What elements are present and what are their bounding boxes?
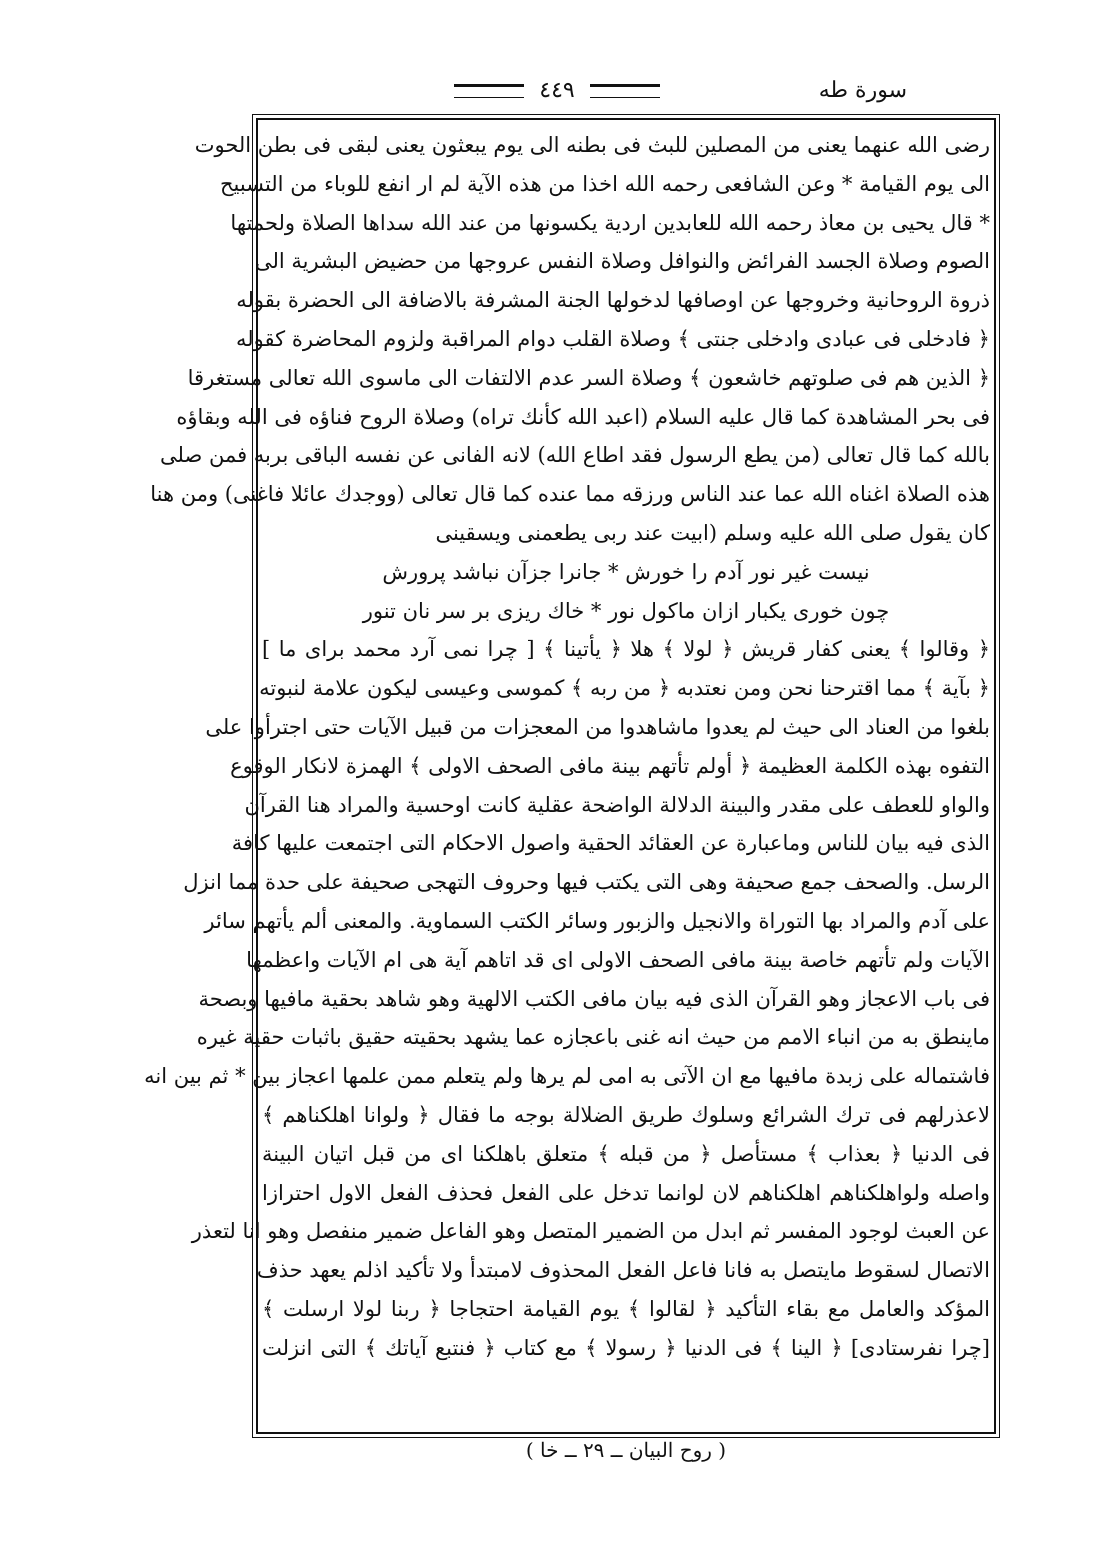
text-line: فى بحر المشاهدة كما قال عليه السلام (اعبد الله كأنك تراه) وصلاة الروح فناؤه فى الله وبقاؤه — [176, 404, 990, 429]
text-line: [چرا نفرستادى] ﴿ الينا ﴾ فى الدنيا ﴿ رسولا ﴾ مع كتاب ﴿ فنتبع آياتك ﴾ التى انزلت — [262, 1335, 990, 1360]
text-line: كان يقول صلى الله عليه وسلم (ابيت عند ربى يطعمنى ويسقينى — [435, 520, 990, 545]
text-line: الى يوم القيامة * وعن الشافعى رحمه الله اخذا من هذه الآية لم ار انفع للوباء من التسبيح — [219, 171, 990, 196]
text-line: الصوم وصلاة الجسد الفرائض والنوافل وصلاة النفس عروجها من حضيض البشرية الى — [255, 249, 990, 274]
text-line: رضى الله عنهما يعنى من المصلين للبث فى بطنه الى يوم يبعثون يعنى لبقى فى بطن الحوت — [194, 133, 990, 157]
text-line: ﴿ الذين هم فى صلوتهم خاشعون ﴾ وصلاة السر عدم الالتفات الى ماسوى الله تعالى مستغرقا — [187, 365, 990, 390]
text-line: التفوه بهذه الكلمة العظيمة ﴿ أولم تأتهم بينة مافى الصحف الاولى ﴾ الهمزة لانكار الوقوع — [230, 753, 990, 778]
text-line: ﴿ وقالوا ﴾ يعنى كفار قريش ﴿ لولا ﴾ هلا ﴿ يأتينا ﴾ [ چرا نمى آرد محمد براى ما ] — [262, 637, 990, 662]
text-line: * قال يحيى بن معاذ رحمه الله للعابدين اردية يكسونها من عند الله سداها الصلاة ولحمتها — [230, 210, 990, 235]
left-ornament-icon — [454, 84, 524, 98]
text-line: ﴿ بآية ﴾ مما اقترحنا نحن ومن نعتدبه ﴿ من ربه ﴾ كموسى وعيسى ليكون علامة لنبوته — [259, 676, 990, 701]
text-line: فى باب الاعجاز وهو القرآن الذى فيه بيان مافى الكتب الالهية وهو شاهد بحقية مافيها وبصحة — [198, 986, 990, 1011]
text-line: عن العبث لوجود المفسر ثم ابدل من الضمير المتصل وهو الفاعل ضمير منفصل وهو انا لتعذر — [191, 1219, 990, 1244]
text-line: ﴿ فادخلى فى عبادى وادخلى جنتى ﴾ وصلاة القلب دوام المراقبة ولزوم المحاضرة كقوله — [236, 326, 990, 351]
text-line: المؤكد والعامل مع بقاء التأكيد ﴿ لقالوا ﴾ يوم القيامة احتجاجا ﴿ ربنا لولا ارسلت ﴾ — [262, 1296, 990, 1321]
text-line: بلغوا من العناد الى حيث لم يعدوا ماشاهدوا من المعجزات من قبيل الآيات حتى اجترأوا على — [205, 714, 990, 739]
text-line: ذروة الروحانية وخروجها عن اوصافها لدخولها الجنة المشرفة بالاضافة الى الحضرة بقوله — [236, 288, 990, 313]
surah-name: سورة طه — [818, 78, 907, 103]
text-line: الذى فيه بيان للناس وماعبارة عن العقائد الحقية واصول الاحكام التى اجتمعت عليها كافة — [231, 831, 990, 856]
page-number: ٤٤٩ — [539, 78, 575, 103]
text-line: الآيات ولم تأتهم خاصة بينة مافى الصحف الاولى اى قد اتاهم آية هى ام الآيات واعظمها — [246, 947, 990, 972]
text-line: الاتصال لسقوط مايتصل به فانا فاعل الفعل المحذوف لامبتدأ ولا تأكيد اذلم يعهد حذف — [256, 1258, 990, 1283]
poetry-verse: چون خورى يكبار ازان ماكول نور * خاك ريزى بر سر نان تنور — [362, 598, 890, 623]
text-line: واصله ولواهلكناهم اهلكناهم لان لوانما تدخل على الفعل فحذف الفعل الاول احترازا — [262, 1180, 990, 1205]
page-footer: ( روح البيان ــ ٢٩ ــ خا ) — [525, 1438, 727, 1462]
text-line: بالله كما قال تعالى (من يطع الرسول فقد اطاع الله) لانه الفانى عن نفسه الباقى بربه فمن صلى — [160, 443, 990, 468]
right-ornament-icon — [590, 84, 660, 98]
text-line: فاشتماله على زبدة مافيها مع ان الآتى به امى لم يرها ولم يتعلم ممن علمها اعجاز بين * ثم بين انه — [144, 1064, 990, 1089]
text-line: لاعذرلهم فى ترك الشرائع وسلوك طريق الضلالة بوجه ما فقال ﴿ ولوانا اهلكناهم ﴾ — [262, 1102, 990, 1127]
text-line: والواو للعطف على مقدر والبينة الدلالة الواضحة عقلية كانت اوحسية والمراد هنا القرآن — [244, 792, 990, 817]
text-line: الرسل. والصحف جمع صحيفة وهى التى يكتب فيها وحروف التهجى صحيفة على حدة مما انزل — [183, 870, 990, 895]
text-line: على آدم والمراد بها التوراة والانجيل والزبور وسائر الكتب السماوية. والمعنى ألم يأتهم سائر — [204, 908, 990, 933]
text-line: ماينطق به من انباء الامم من حيث انه غنى باعجازه عما يشهد بحقيته حقيق باثبات حقية غيره — [196, 1025, 990, 1050]
text-line: فى الدنيا ﴿ بعذاب ﴾ مستأصل ﴿ من قبله ﴾ متعلق باهلكنا اى من قبل اتيان البينة — [262, 1141, 990, 1166]
body-text — [144, 126, 990, 1368]
text-line: هذه الصلاة اغناه الله عما عند الناس ورزقه مما عنده كما قال تعالى (ووجدك عائلا فاغنى) ومن هنا — [150, 482, 990, 507]
page-header — [262, 74, 907, 116]
poetry-verse: نيست غير نور آدم را خورش * جانرا جزآن نباشد پرورش — [382, 559, 870, 584]
page-number-block — [262, 78, 852, 103]
